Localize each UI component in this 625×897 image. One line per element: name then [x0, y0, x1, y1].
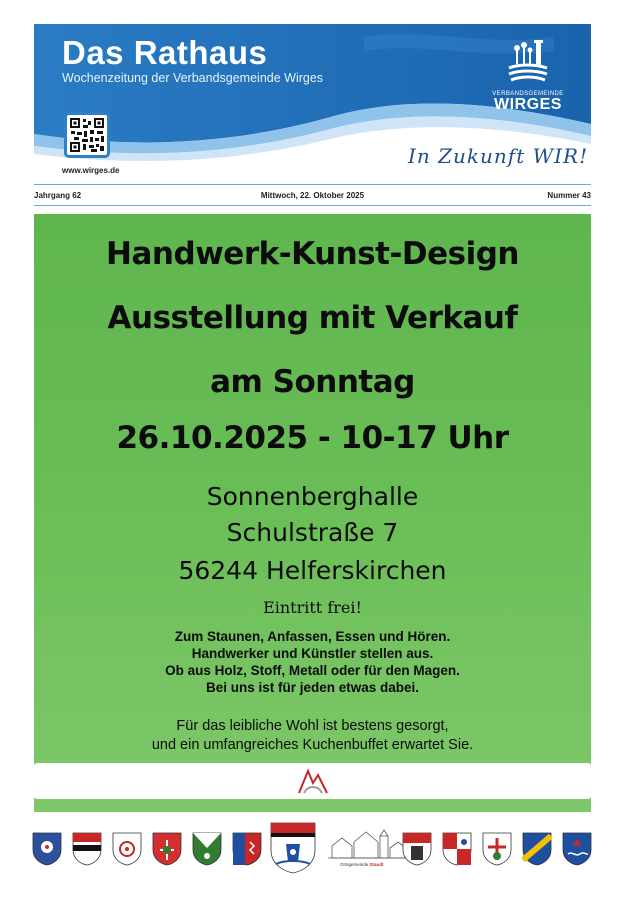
issue-number: Nummer 43 — [547, 191, 591, 200]
issue-date: Mittwoch, 22. Oktober 2025 — [260, 191, 365, 200]
issue-volume: Jahrgang 62 — [34, 191, 82, 200]
wirges-logo — [488, 38, 568, 113]
crest-icon — [32, 832, 62, 866]
crest-icon — [442, 832, 472, 866]
crest-icon — [152, 832, 182, 866]
ortsgemeinde-caption — [340, 862, 384, 867]
village-sketch-icon — [328, 828, 408, 862]
poster-subheadline: Ausstellung mit Verkauf — [107, 300, 518, 336]
poster-headline: Handwerk-Kunst-Design — [106, 236, 519, 272]
poster-city: 56244 Helferskirchen — [178, 556, 447, 585]
crest-icon — [482, 832, 512, 866]
municipality-crests — [30, 822, 595, 882]
description-line: Ob aus Holz, Stoff, Metall oder für den Magen. — [165, 663, 460, 678]
poster-description — [34, 628, 591, 696]
crest-icon — [562, 832, 592, 866]
slogan: In Zukunft WIR! — [408, 144, 589, 168]
description-line: Handwerker und Künstler stellen aus. — [191, 646, 434, 661]
masthead — [34, 24, 591, 184]
qr-code-icon — [70, 118, 104, 152]
ortsgemeinde-label: Ortsgemeinde — [340, 862, 369, 867]
catering-line: Für das leibliche Wohl ist bestens gesorgt, — [176, 718, 449, 734]
newspaper-title: Das Rathaus — [62, 34, 268, 71]
crest-icon — [402, 832, 432, 866]
crest-icon — [192, 832, 222, 866]
newspaper-subtitle: Wochenzeitung der Verbandsgemeinde Wirges — [62, 71, 324, 85]
issue-info-bar — [34, 184, 591, 206]
website-link[interactable]: www.wirges.de — [62, 166, 120, 175]
poster-datetime: 26.10.2025 - 10-17 Uhr — [116, 420, 509, 456]
poster-venue: Sonnenberghalle — [206, 482, 419, 511]
crest-icon — [112, 832, 142, 866]
crest-icon — [232, 832, 262, 866]
event-poster — [34, 214, 591, 812]
club-logo-icon — [296, 763, 330, 799]
wirges-emblem-icon — [505, 38, 551, 84]
crest-icon — [72, 832, 102, 866]
catering-line: und ein umfangreiches Kuchenbuffet erwartet Sie. — [151, 737, 474, 753]
crest-icon — [270, 822, 316, 874]
poster-street: Schulstraße 7 — [226, 518, 399, 547]
crest-icon — [522, 832, 552, 866]
logo-caption-big: WIRGES — [494, 96, 562, 113]
logo-caption-small: VERBANDSGEMEINDE — [492, 91, 564, 97]
qr-code[interactable] — [64, 112, 110, 158]
poster-entry: Eintritt frei! — [263, 598, 362, 617]
poster-catering — [34, 717, 591, 755]
club-logo — [34, 763, 591, 799]
ortsgemeinde-name: Staudt — [369, 862, 384, 867]
description-line: Bei uns ist für jeden etwas dabei. — [205, 680, 420, 695]
ortsgemeinde-staudt — [328, 828, 408, 872]
poster-day: am Sonntag — [210, 364, 415, 400]
description-line: Zum Staunen, Anfassen, Essen und Hören. — [174, 629, 451, 644]
